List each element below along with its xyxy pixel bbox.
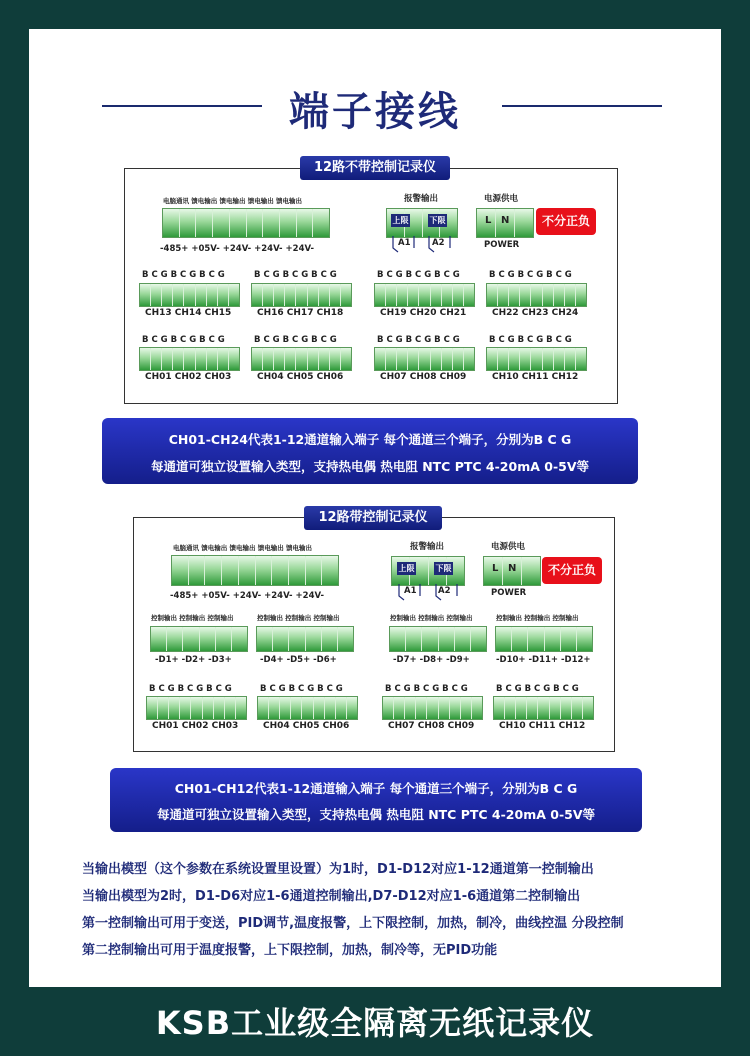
s2-power-title: 电源供电 bbox=[491, 542, 526, 552]
s1-bcg-label: B C G B C G B C G bbox=[377, 270, 460, 280]
s2-bcg-label: B C G B C G B C G bbox=[385, 684, 468, 694]
s1-power-title: 电源供电 bbox=[484, 194, 519, 204]
s2-alarm-upper: 上限 bbox=[398, 564, 415, 573]
s2-power-label: POWER bbox=[491, 588, 527, 598]
s1-channel-label: CH07 CH08 CH09 bbox=[380, 372, 467, 382]
banner2 bbox=[110, 768, 642, 832]
s1-channel-label: CH22 CH23 CH24 bbox=[492, 308, 579, 318]
s1-alarm-a1: A1 bbox=[398, 238, 411, 248]
s2-channel-label: CH07 CH08 CH09 bbox=[388, 721, 475, 731]
s1-power-l: L bbox=[485, 215, 492, 226]
s1-channel-label: CH01 CH02 CH03 bbox=[145, 372, 232, 382]
s2-bcg-label: B C G B C G B C G bbox=[149, 684, 232, 694]
s1-power-n: N bbox=[501, 215, 510, 226]
page-title: 端子接线 bbox=[289, 89, 461, 135]
s2-alarm-lower: 下限 bbox=[435, 564, 452, 573]
s1-bcg-label: B C G B C G B C G bbox=[142, 335, 225, 345]
s2-ctrl-terminal-labels: -D1+ -D2+ -D3+ bbox=[155, 655, 232, 665]
s1-alarm-lower: 下限 bbox=[429, 216, 446, 225]
note-line: 当输出模型为2时，D1-D6对应1-6通道控制输出,D7-D12对应1-6通道第二控制输出 bbox=[82, 889, 581, 904]
s2-power-l: L bbox=[492, 563, 499, 574]
s1-bcg-label: B C G B C G B C G bbox=[489, 335, 572, 345]
s1-channel-label: CH10 CH11 CH12 bbox=[492, 372, 579, 382]
s2-channel-label: CH10 CH11 CH12 bbox=[499, 721, 586, 731]
s2-alarm-title: 报警输出 bbox=[410, 542, 445, 552]
s1-channel-label: CH16 CH17 CH18 bbox=[257, 308, 344, 318]
s1-comm-labels: 电脑通讯 馈电输出 馈电输出 馈电输出 馈电输出 bbox=[163, 197, 303, 205]
banner1-line1: CH01-CH24代表1-12通道输入端子 每个通道三个端子，分别为B C G bbox=[168, 432, 572, 447]
banner1-line2: 每通道可独立设置输入类型，支持热电偶 热电阻 NTC PTC 4-20mA 0-5V等 bbox=[150, 459, 590, 474]
section1-label: 12路不带控制记录仪 bbox=[300, 156, 450, 180]
banner2-line1: CH01-CH12代表1-12通道输入端子 每个通道三个端子，分别为B C G bbox=[174, 781, 578, 796]
s2-ctrl-terminal-labels: -D4+ -D5+ -D6+ bbox=[260, 655, 337, 665]
s1-bcg-label: B C G B C G B C G bbox=[377, 335, 460, 345]
s2-bcg-label: B C G B C G B C G bbox=[496, 684, 579, 694]
s2-alarm-a1: A1 bbox=[404, 586, 417, 596]
note-line: 当输出模型（这个参数在系统设置里设置）为1时，D1-D12对应1-12通道第一控制输出 bbox=[82, 862, 594, 877]
s2-ctrl-labels: 控制输出 控制输出 控制输出 bbox=[257, 614, 340, 622]
s2-comm-labels: 电脑通讯 馈电输出 馈电输出 馈电输出 馈电输出 bbox=[173, 544, 313, 552]
s1-bcg-label: B C G B C G B C G bbox=[254, 270, 337, 280]
s2-alarm-a2: A2 bbox=[438, 586, 451, 596]
s1-power-terminal-labels: -485+ +05V- +24V- +24V- +24V- bbox=[160, 244, 314, 254]
s1-alarm-title: 报警输出 bbox=[404, 194, 439, 204]
s2-ctrl-labels: 控制输出 控制输出 控制输出 bbox=[390, 614, 473, 622]
s2-no-polarity-badge: 不分正负 bbox=[542, 557, 602, 584]
s2-ctrl-terminal-labels: -D10+ -D11+ -D12+ bbox=[496, 655, 591, 665]
s2-bcg-label: B C G B C G B C G bbox=[260, 684, 343, 694]
s1-alarm-upper: 上限 bbox=[392, 216, 409, 225]
s1-bcg-label: B C G B C G B C G bbox=[254, 335, 337, 345]
s1-no-polarity-badge: 不分正负 bbox=[536, 208, 596, 235]
s1-channel-label: CH13 CH14 CH15 bbox=[145, 308, 232, 318]
s2-power-terminal-labels: -485+ +05V- +24V- +24V- +24V- bbox=[170, 591, 324, 601]
s1-channel-label: CH04 CH05 CH06 bbox=[257, 372, 344, 382]
s1-bcg-label: B C G B C G B C G bbox=[489, 270, 572, 280]
s2-ctrl-labels: 控制输出 控制输出 控制输出 bbox=[151, 614, 234, 622]
note-line: 第二控制输出可用于温度报警，上下限控制，加热，制冷等，无PID功能 bbox=[82, 943, 498, 958]
s1-bcg-label: B C G B C G B C G bbox=[142, 270, 225, 280]
s1-alarm-a2: A2 bbox=[432, 238, 445, 248]
s1-power-label: POWER bbox=[484, 240, 520, 250]
s2-ctrl-terminal-labels: -D7+ -D8+ -D9+ bbox=[393, 655, 470, 665]
s2-ctrl-labels: 控制输出 控制输出 控制输出 bbox=[496, 614, 579, 622]
s1-channel-label: CH19 CH20 CH21 bbox=[380, 308, 467, 318]
footer-title: KSB工业级全隔离无纸记录仪 bbox=[155, 1004, 595, 1042]
s2-channel-label: CH01 CH02 CH03 bbox=[152, 721, 239, 731]
section2-label: 12路带控制记录仪 bbox=[304, 506, 442, 530]
s2-channel-label: CH04 CH05 CH06 bbox=[263, 721, 350, 731]
s2-power-n: N bbox=[508, 563, 517, 574]
banner2-line2: 每通道可独立设置输入类型，支持热电偶 热电阻 NTC PTC 4-20mA 0-5V等 bbox=[156, 807, 596, 822]
note-line: 第一控制输出可用于变送，PID调节,温度报警，上下限控制，加热，制冷，曲线控温 分段控制 bbox=[82, 916, 624, 931]
